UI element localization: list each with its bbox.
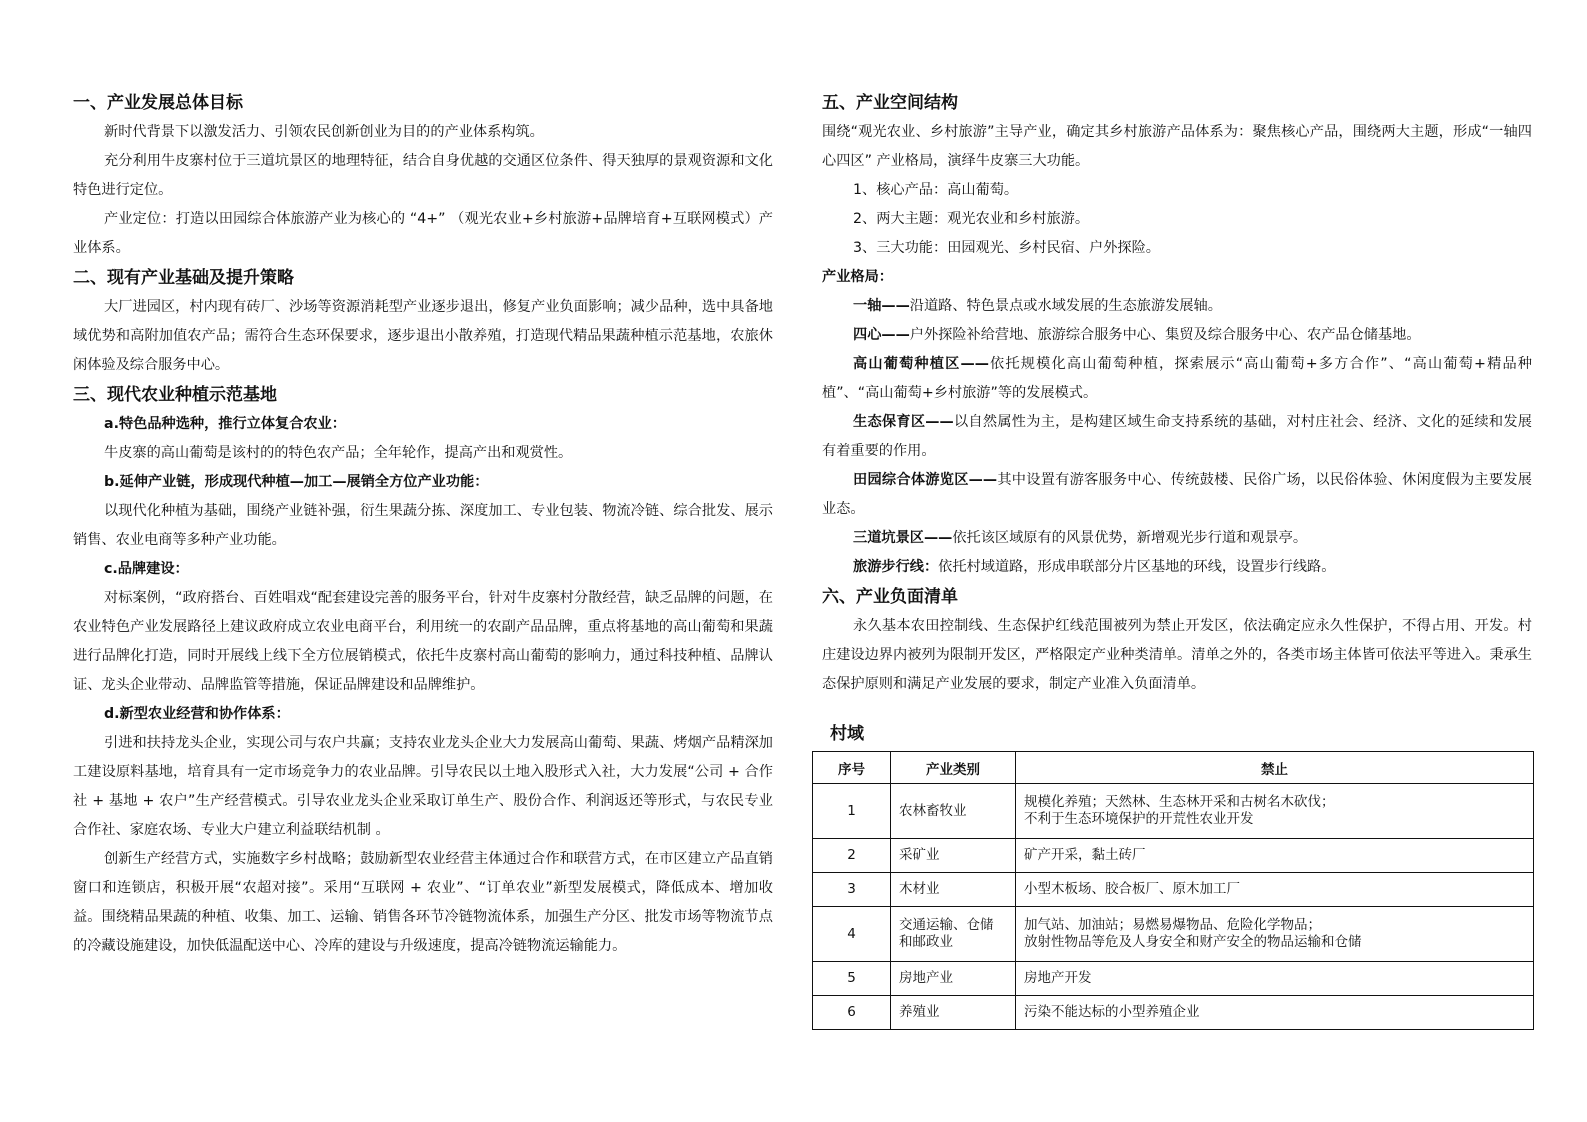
header-cell-category: 产业类别 — [891, 752, 1016, 784]
paragraph: 牛皮寨的高山葡萄是该村的的特色农产品；全年轮作，提高产出和观赏性。 — [104, 445, 573, 461]
pattern-item — [822, 321, 1532, 350]
cell-ban — [1016, 784, 1534, 839]
pattern-key: 三道坑景区—— — [853, 530, 953, 546]
paragraph: 新时代背景下以激发活力、引领农民创新创业为目的的产业体系构筑。 — [104, 124, 544, 140]
header-cell-no: 序号 — [813, 752, 891, 784]
cell-no: 3 — [813, 873, 891, 907]
paragraph: 大厂进园区，村内现有砖厂、沙场等资源消耗型产业逐步退出，修复产业负面影响；减少品种，选中具备地域优势和高附加值农产品；需符合生态环保要求，逐步退出小散养殖，打造现代精品果蔬种植示范基地，农旅休闲体验及综合服务中心。 — [73, 299, 773, 373]
ban-line: 矿产开采，黏土砖厂 — [1024, 847, 1146, 863]
paragraph: 以现代化种植为基础，围绕产业链补强，衍生果蔬分拣、深度加工、专业包装、物流冷链、综合批发、展示销售、农业电商等多种产业功能。 — [73, 503, 773, 548]
table-row — [813, 873, 1534, 907]
pattern-text: 依托规模化高山葡萄种植，探索展示“高山葡萄+多方合作”、“高山葡萄+精品种植”、“高山葡萄+乡村旅游”等的发展模式。 — [822, 356, 1532, 401]
section-title-2: 二、现有产业基础及提升策略 — [73, 268, 294, 288]
right-column — [822, 88, 1532, 1030]
category-line: 交通运输、仓储 — [899, 917, 994, 933]
ban-line: 污染不能达标的小型养殖企业 — [1024, 1004, 1200, 1020]
cell-no: 5 — [813, 962, 891, 996]
ban-line: 小型木板场、胶合板厂、原木加工厂 — [1024, 881, 1240, 897]
table-row — [813, 907, 1534, 962]
ban-line: 房地产开发 — [1024, 970, 1092, 986]
cell-category: 木材业 — [891, 873, 1016, 907]
paragraph: 充分利用牛皮寨村位于三道坑景区的地理特征，结合自身优越的交通区位条件、得天独厚的景观资源和文化特色进行定位。 — [73, 153, 773, 198]
pattern-text: 其中设置有游客服务中心、传统鼓楼、民俗广场，以民俗体验、休闲度假为主要发展业态。 — [822, 472, 1532, 517]
header-cell-ban: 禁止 — [1016, 752, 1534, 784]
cell-category: 养殖业 — [891, 996, 1016, 1030]
subsection-title-c: c.品牌建设： — [104, 561, 189, 577]
section-title-1: 一、产业发展总体目标 — [73, 93, 243, 113]
pattern-key: 旅游步行线： — [853, 559, 939, 575]
pattern-key: 高山葡萄种植区—— — [853, 356, 989, 372]
pattern-item — [822, 524, 1532, 553]
pattern-key: 四心—— — [853, 327, 910, 343]
table-row — [813, 962, 1534, 996]
subsection-title-a: a.特色品种选种，推行立体复合农业： — [104, 416, 346, 432]
subsection-title-d: d.新型农业经营和协作体系： — [104, 706, 290, 722]
table-row — [813, 784, 1534, 839]
table-row — [813, 996, 1534, 1030]
pattern-text: 以自然属性为主，是构建区域生命支持系统的基础，对村庄社会、经济、文化的延续和发展有着重要的作用。 — [822, 414, 1532, 459]
section-title-3: 三、现代农业种植示范基地 — [73, 385, 277, 405]
pattern-key: 生态保育区—— — [853, 414, 954, 430]
ban-line: 放射性物品等危及人身安全和财产安全的物品运输和仓储 — [1024, 934, 1362, 950]
cell-ban — [1016, 996, 1534, 1030]
pattern-item — [822, 553, 1532, 582]
left-column — [73, 88, 773, 961]
cell-no: 4 — [813, 907, 891, 962]
pattern-text: 沿道路、特色景点或水域发展的生态旅游发展轴。 — [909, 298, 1222, 314]
pattern-text: 依托村域道路，形成串联部分片区基地的环线，设置步行线路。 — [938, 559, 1336, 575]
cell-ban — [1016, 839, 1534, 873]
pattern-item — [822, 466, 1532, 524]
cell-ban — [1016, 873, 1534, 907]
pattern-text: 依托该区域原有的风景优势，新增观光步行道和观景亭。 — [952, 530, 1308, 546]
list-item: 2、两大主题：观光农业和乡村旅游。 — [853, 211, 1090, 227]
paragraph: 产业定位：打造以田园综合体旅游产业为核心的 “4+” （观光农业+乡村旅游+品牌培育+互联网模式）产业体系。 — [73, 211, 773, 256]
paragraph: 创新生产经营方式，实施数字乡村战略；鼓励新型农业经营主体通过合作和联营方式，在市区建立产品直销窗口和连锁店，积极开展“农超对接”。采用“互联网 + 农业”、“订单农业”新型发展模式，降低成本、增加收益。围绕精品果蔬的种植、收集、加工、运输、销售各环节冷链物流体系，加强生产分区、批发市场等物流节点的冷藏设施建设，加快低温配送中心、冷库的建设与升级速度，提高冷链物流运输能力。 — [73, 851, 773, 954]
paragraph: 对标案例，“政府搭台、百姓唱戏“配套建设完善的服务平台，针对牛皮寨村分散经营，缺乏品牌的问题，在农业特色产业发展路径上建议政府成立农业电商平台，利用统一的农副产品品牌，重点将基地的高山葡萄和果蔬进行品牌化打造，同时开展线上线下全方位展销模式，依托牛皮寨村高山葡萄的影响力，通过科技种植、品牌认证、龙头企业带动、品牌监管等措施，保证品牌建设和品牌维护。 — [73, 590, 773, 693]
cell-category: 采矿业 — [891, 839, 1016, 873]
paragraph: 永久基本农田控制线、生态保护红线范围被列为禁止开发区，依法确定应永久性保护，不得占用、开发。村庄建设边界内被列为限制开发区，严格限定产业种类清单。清单之外的，各类市场主体皆可依法平等进入。秉承生态保护原则和满足产业发展的要求，制定产业准入负面清单。 — [822, 618, 1532, 692]
cell-ban — [1016, 907, 1534, 962]
cell-category: 房地产业 — [891, 962, 1016, 996]
table-header-row — [813, 752, 1534, 784]
pattern-item — [822, 408, 1532, 466]
paragraph: 引进和扶持龙头企业，实现公司与农户共赢；支持农业龙头企业大力发展高山葡萄、果蔬、烤烟产品精深加工建设原料基地，培育具有一定市场竞争力的农业品牌。引导农民以土地入股形式入社，大力发展“公司 + 合作社 + 基地 + 农户”生产经营模式。引导农业龙头企业采取订单生产、股份合作、利润返还等形式，与农民专业合作社、家庭农场、专业大户建立利益联结机制 。 — [73, 735, 773, 838]
cell-category — [891, 907, 1016, 962]
section-title-6: 六、产业负面清单 — [822, 587, 958, 607]
list-item: 3、三大功能：田园观光、乡村民宿、户外探险。 — [853, 240, 1160, 256]
subsection-title-b: b.延伸产业链，形成现代种植—加工—展销全方位产业功能： — [104, 474, 489, 490]
cell-no: 2 — [813, 839, 891, 873]
table-title: 村域 — [830, 724, 864, 744]
pattern-key: 一轴—— — [853, 298, 910, 314]
pattern-title: 产业格局： — [822, 269, 893, 285]
cell-ban — [1016, 962, 1534, 996]
cell-category: 农林畜牧业 — [891, 784, 1016, 839]
section-title-5: 五、产业空间结构 — [822, 93, 958, 113]
paragraph: 围绕“观光农业、乡村旅游”主导产业，确定其乡村旅游产品体系为：聚焦核心产品，围绕两大主题，形成“一轴四心四区” 产业格局，演绎牛皮寨三大功能。 — [822, 124, 1532, 169]
negative-list-table — [812, 751, 1534, 1030]
ban-line: 加气站、加油站；易燃易爆物品、危险化学物品； — [1024, 917, 1321, 933]
pattern-item — [822, 350, 1532, 408]
category-line: 和邮政业 — [899, 934, 953, 950]
cell-no: 6 — [813, 996, 891, 1030]
cell-no: 1 — [813, 784, 891, 839]
ban-line: 不利于生态环境保护的开荒性农业开发 — [1024, 811, 1254, 827]
pattern-item — [822, 292, 1532, 321]
list-item: 1、核心产品：高山葡萄。 — [853, 182, 1019, 198]
pattern-text: 户外探险补给营地、旅游综合服务中心、集贸及综合服务中心、农产品仓储基地。 — [909, 327, 1421, 343]
ban-line: 规模化养殖；天然林、生态林开采和古树名木砍伐； — [1024, 794, 1335, 810]
table-row — [813, 839, 1534, 873]
pattern-key: 田园综合体游览区—— — [853, 472, 998, 488]
